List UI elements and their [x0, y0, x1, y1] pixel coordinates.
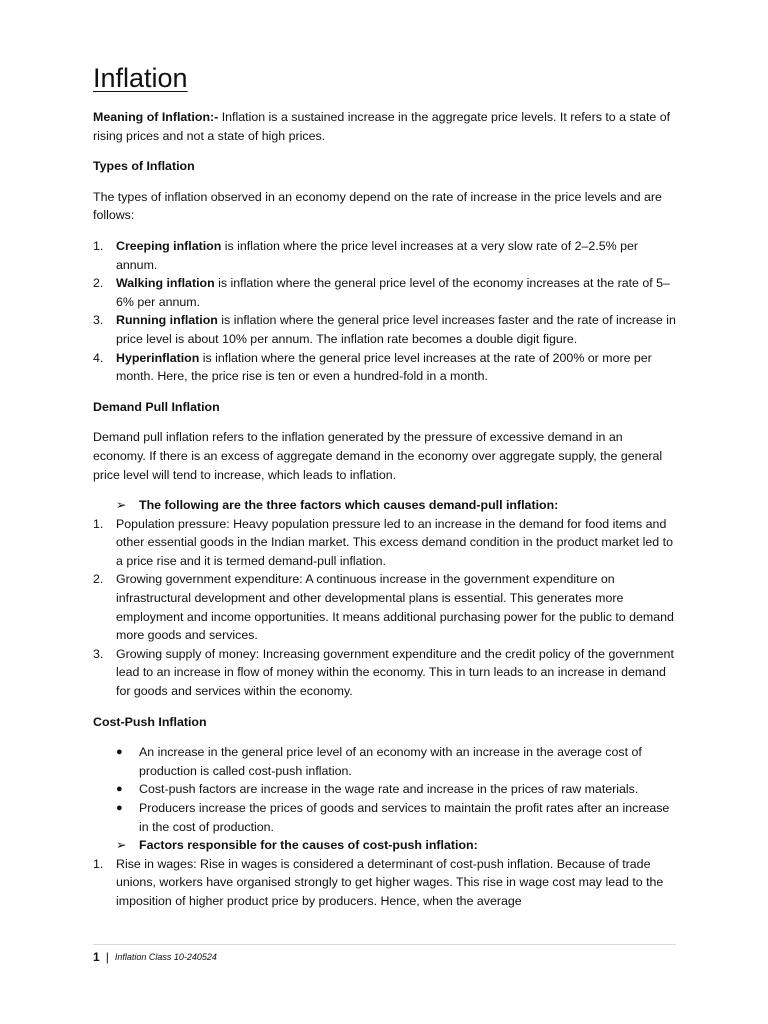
list-text: An increase in the general price level of an economy with an increase in the average cost of production is called cost-push inflation.: [139, 745, 642, 778]
list-term: Creeping inflation: [116, 238, 222, 253]
list-item: [93, 645, 678, 701]
demand-pull-factors-list: [93, 515, 678, 701]
list-number: 4.: [93, 350, 104, 365]
list-term: Hyperinflation: [116, 350, 200, 365]
list-item: [93, 311, 678, 348]
list-text: Producers increase the prices of goods and services to maintain the profit rates after an increase in the cost of production.: [139, 801, 670, 834]
list-number: 2.: [93, 276, 104, 291]
cost-push-factors-list: [93, 855, 678, 911]
footer-divider: [93, 944, 676, 945]
footer-separator: |: [105, 950, 109, 964]
list-text: is inflation where the price level increases at a very slow rate of 2–2.5% per annum.: [116, 238, 638, 272]
list-item: [93, 515, 678, 571]
arrow-item-text: Factors responsible for the causes of cost-push inflation:: [139, 838, 478, 853]
demand-pull-factors-heading: [93, 496, 678, 515]
list-item: [93, 780, 678, 799]
list-item: [93, 274, 678, 311]
meaning-paragraph: [93, 108, 678, 145]
meaning-text: Inflation is a sustained increase in the aggregate price levels. It refers to a state of rising prices and not a state of high prices.: [93, 110, 671, 143]
cost-push-bullets: [93, 743, 678, 836]
list-text: is inflation where the general price level increases faster and the rate of increase in price level is about 10% per annum. The inflation rate becomes a double digit figure.: [116, 313, 676, 346]
cost-push-factors-heading: [93, 836, 678, 855]
bullet-icon: ●: [116, 802, 123, 814]
types-intro: The types of inflation observed in an economy depend on the rate of increase in the price levels and are follows:: [93, 189, 662, 223]
bullet-icon: ●: [116, 783, 123, 796]
list-text: Cost-push factors are increase in the wage rate and increase in the prices of raw materials.: [139, 782, 639, 797]
list-text: Population pressure: Heavy population pressure led to an increase in the demand for food items and other essential goods in the Indian market. This excess demand condition in the product market led to a price rise and it is termed demand-pull inflation.: [116, 516, 673, 568]
list-number: 1.: [93, 516, 104, 531]
list-item: [93, 237, 678, 274]
list-item: [93, 570, 678, 644]
types-list: [93, 237, 678, 386]
page-number: 1: [93, 950, 100, 964]
list-item: [93, 349, 678, 386]
list-text: is inflation where the general price level of the economy increases at the rate of 5–6% per annum.: [116, 276, 670, 309]
cost-push-heading: Cost-Push Inflation: [93, 714, 207, 729]
list-number: 3.: [93, 646, 104, 661]
arrow-bullet-icon: ➢: [116, 498, 127, 513]
list-text: is inflation where the general price level increases at the rate of 200% or more per month. Here, the price rise is ten or even a hundred-fold in a month.: [116, 350, 652, 384]
arrow-item-text: The following are the three factors which causes demand-pull inflation:: [139, 498, 559, 513]
list-term: Walking inflation: [116, 276, 215, 291]
list-item: [93, 799, 678, 836]
list-term: Running inflation: [116, 313, 218, 328]
demand-pull-intro: Demand pull inflation refers to the inflation generated by the pressure of excessive demand in an economy. If there is an excess of aggregate demand in the economy over aggregate supply, the general price level will tend to increase, which leads to inflation.: [93, 430, 663, 482]
list-number: 1.: [93, 856, 104, 871]
list-item: [93, 743, 678, 780]
list-text: Rise in wages: Rise in wages is considered a determinant of cost-push inflation. Because of trade unions, workers have organised strongly to get higher wages. This rise in wage cost may lead to the imposition of higher product price by producers. Hence, when the average: [116, 856, 664, 908]
list-text: Growing supply of money: Increasing government expenditure and the credit policy of the government lead to an increase in flow of money within the economy. This in turn leads to an increase in demand for goods and services within the economy.: [116, 646, 674, 699]
document-body: [93, 58, 678, 923]
page-footer: [93, 949, 217, 965]
demand-pull-heading: Demand Pull Inflation: [93, 399, 220, 414]
list-number: 3.: [93, 313, 104, 328]
types-heading: Types of Inflation: [93, 159, 195, 174]
list-item: [93, 855, 678, 911]
list-number: 1.: [93, 238, 104, 253]
list-text: Growing government expenditure: A continuous increase in the government expenditure on infrastructural development and other developmental plans is essential. This generates more employment and income opportunities. It means additional purchasing power for the public to demand more goods and services.: [116, 572, 674, 643]
arrow-bullet-icon: ➢: [116, 838, 127, 853]
bullet-icon: ●: [116, 746, 123, 759]
meaning-label: Meaning of Inflation:-: [93, 110, 219, 124]
page-title: Inflation: [93, 63, 188, 93]
footer-text: Inflation Class 10-240524: [114, 952, 217, 962]
list-number: 2.: [93, 572, 104, 587]
